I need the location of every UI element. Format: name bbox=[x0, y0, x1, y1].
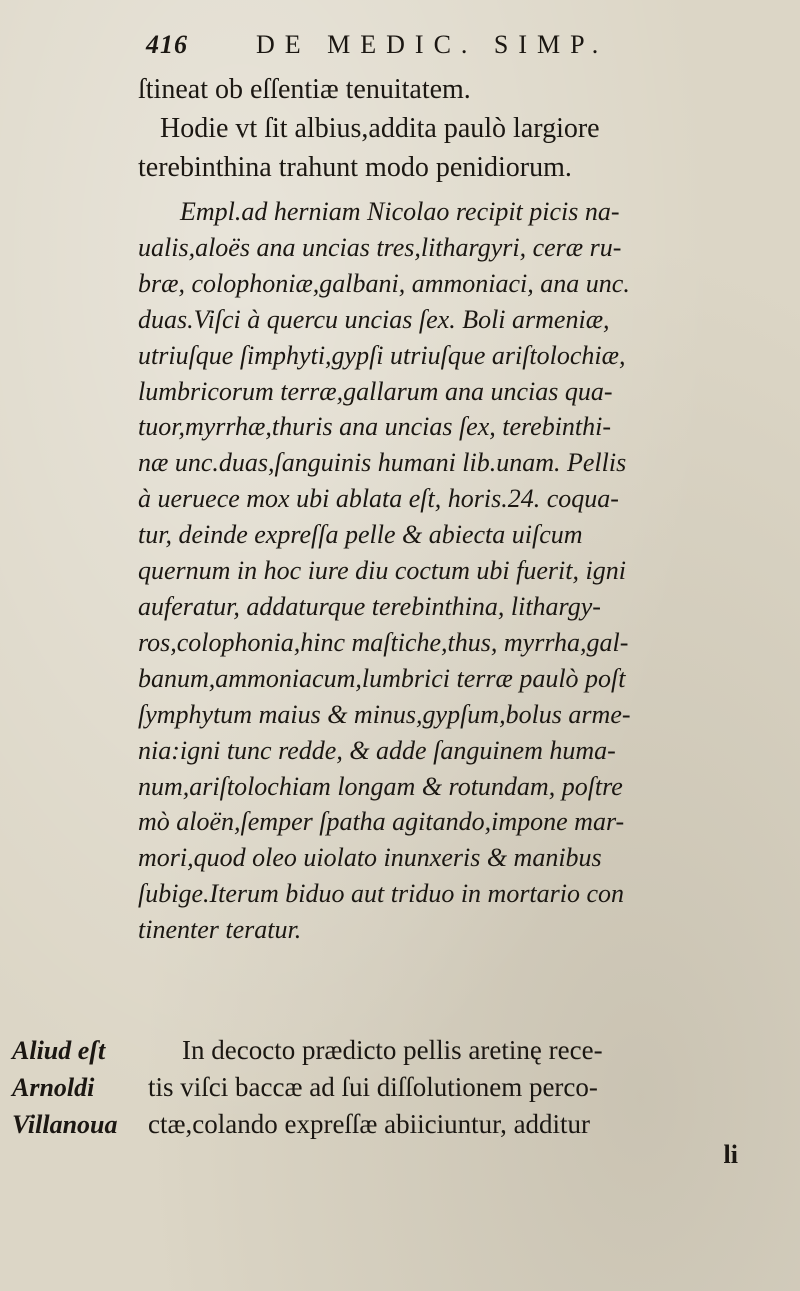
text-line: tur, deinde expreſſa pelle & abiecta uiſcum bbox=[138, 520, 583, 550]
text-line: Hodie vt ſit albius,addita paulò largiore bbox=[160, 113, 600, 144]
text-line: mò aloën,ſemper ſpatha agitando,impone mar- bbox=[138, 807, 625, 837]
margin-line: Aliud eſt bbox=[12, 1036, 106, 1065]
body-text-opening bbox=[138, 70, 758, 187]
text-line: terebinthina trahunt modo penidiorum. bbox=[138, 152, 572, 183]
text-line: tinenter teratur. bbox=[138, 915, 302, 945]
text-line: næ unc.duas,ſanguinis humani lib.unam. Pellis bbox=[138, 448, 627, 478]
text-line: nia:igni tunc redde, & adde ſanguinem huma- bbox=[138, 735, 616, 765]
text-line: Empl.ad herniam Nicolao recipit picis na- bbox=[180, 197, 620, 226]
text-line: ualis,aloës ana uncias tres,lithargyri, ceræ ru- bbox=[138, 232, 622, 262]
text-line: ſymphytum maius & minus,gypſum,bolus arme- bbox=[138, 699, 631, 729]
text-line: duas.Viſci à quercu uncias ſex. Boli armeniæ, bbox=[138, 304, 610, 334]
catchword: li bbox=[723, 1140, 738, 1169]
text-line: lumbricorum terræ,gallarum ana uncias qua- bbox=[138, 376, 613, 406]
running-title: DE MEDIC. SIMP. bbox=[256, 30, 609, 59]
margin-line: Arnoldi bbox=[12, 1073, 95, 1102]
text-line: à ueruece mox ubi ablata eſt, horis.24. coqua- bbox=[138, 484, 619, 514]
text-line: banum,ammoniacum,lumbrici terræ paulò poſt bbox=[138, 663, 626, 693]
text-line: utriuſque ſimphyti,gypſi utriuſque ariſtolochiæ, bbox=[138, 340, 626, 370]
running-head bbox=[146, 30, 706, 70]
page-number: 416 bbox=[146, 30, 188, 59]
text-line: In decocto prædicto pellis aretinę rece- bbox=[182, 1035, 603, 1065]
text-line: auferatur, addaturque terebinthina, lithargy- bbox=[138, 591, 601, 621]
text-line: bræ, colophoniæ,galbani, ammoniaci, ana unc. bbox=[138, 268, 630, 298]
text-line: tis viſci baccæ ad ſui diſſolutionem perco- bbox=[148, 1072, 598, 1102]
text-line: quernum in hoc iure diu coctum ubi fuerit, igni bbox=[138, 556, 626, 586]
recipe-paragraph bbox=[138, 194, 778, 948]
text-line: ſtineat ob eſſentiæ tenuitatem. bbox=[138, 74, 471, 105]
text-line: ctæ,colando expreſſæ abiiciuntur, additur bbox=[148, 1109, 591, 1139]
text-line: ros,colophonia,hinc maſtiche,thus, myrrha,gal- bbox=[138, 627, 629, 657]
text-line: num,ariſtolochiam longam & rotundam, poſtre bbox=[138, 771, 623, 801]
text-line: mori,quod oleo uiolato inunxeris & manibus bbox=[138, 843, 602, 873]
body-text-closing bbox=[148, 1032, 603, 1143]
text-line: tuor,myrrhæ,thuris ana uncias ſex, terebinthi- bbox=[138, 412, 612, 442]
marginal-note bbox=[12, 1032, 118, 1143]
text-line: ſubige.Iterum biduo aut triduo in mortario con bbox=[138, 879, 625, 909]
margin-line: Villanoua bbox=[12, 1110, 118, 1139]
